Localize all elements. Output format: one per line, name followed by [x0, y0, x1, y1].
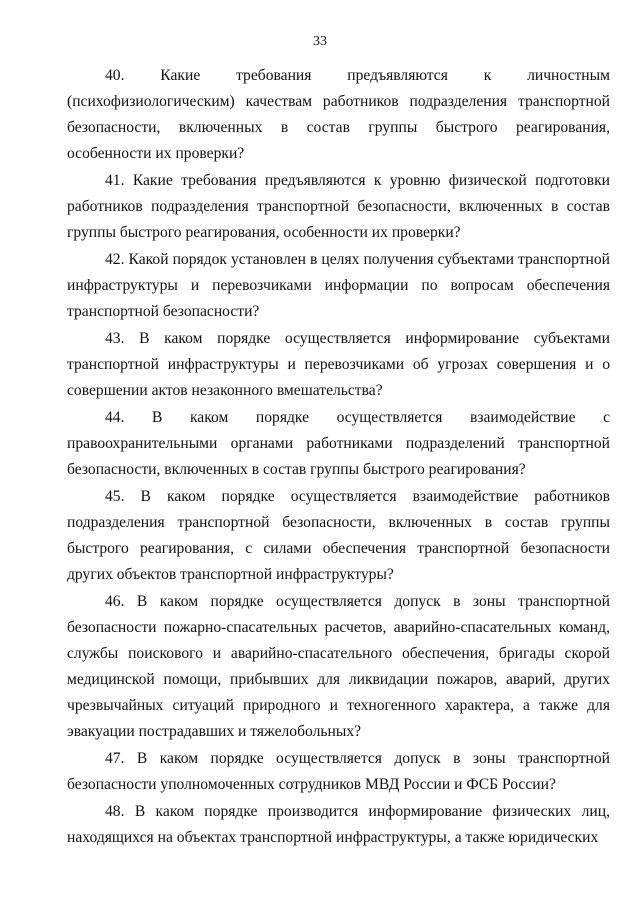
- question-46: 46. В каком порядке осуществляется допуск в зоны транспортной безопасности пожарно-спасательных расчетов, аварийно-спасательных команд, службы поискового и аварийно-спасательного обеспечения, бригады скорой медицинской помощи, прибывших для ликвидации пожаров, аварий, других чрезвычайных ситуаций природного и техногенного характера, а также для эвакуации пострадавших и тяжелобольных?: [67, 593, 610, 740]
- question-41: 41. Какие требования предъявляются к уровню физической подготовки работников подразделения транспортной безопасности, включенных в состав группы быстрого реагирования, особенности их проверки?: [67, 172, 610, 241]
- question-45: 45. В каком порядке осуществляется взаимодействие работников подразделения транспортной безопасности, включенных в состав группы быстрого реагирования, с силами обеспечения транспортной безопасности других объектов транспортной инфраструктуры?: [67, 488, 610, 583]
- question-40: 40. Какие требования предъявляются к личностным (психофизиологическим) качествам работников подразделения транспортной безопасности, включенных в состав группы быстрого реагирования, особенности их проверки?: [67, 67, 610, 162]
- page-number: 33: [313, 34, 327, 49]
- question-48: 48. В каком порядке производится информирование физических лиц, находящихся на объектах транспортной инфраструктуры, а также юридических: [67, 803, 610, 846]
- question-43: 43. В каком порядке осуществляется информирование субъектами транспортной инфраструктуры и перевозчиками об угрозах совершения и о совершении актов незаконного вмешательства?: [67, 330, 610, 399]
- question-44: 44. В каком порядке осуществляется взаимодействие с правоохранительными органами работниками подразделений транспортной безопасности, включенных в состав группы быстрого реагирования?: [67, 409, 610, 478]
- question-47: 47. В каком порядке осуществляется допуск в зоны транспортной безопасности уполномоченных сотрудников МВД России и ФСБ России?: [67, 750, 610, 793]
- question-42: 42. Какой порядок установлен в целях получения субъектами транспортной инфраструктуры и перевозчиками информации по вопросам обеспечения транспортной безопасности?: [67, 251, 610, 320]
- question-list: [67, 63, 610, 852]
